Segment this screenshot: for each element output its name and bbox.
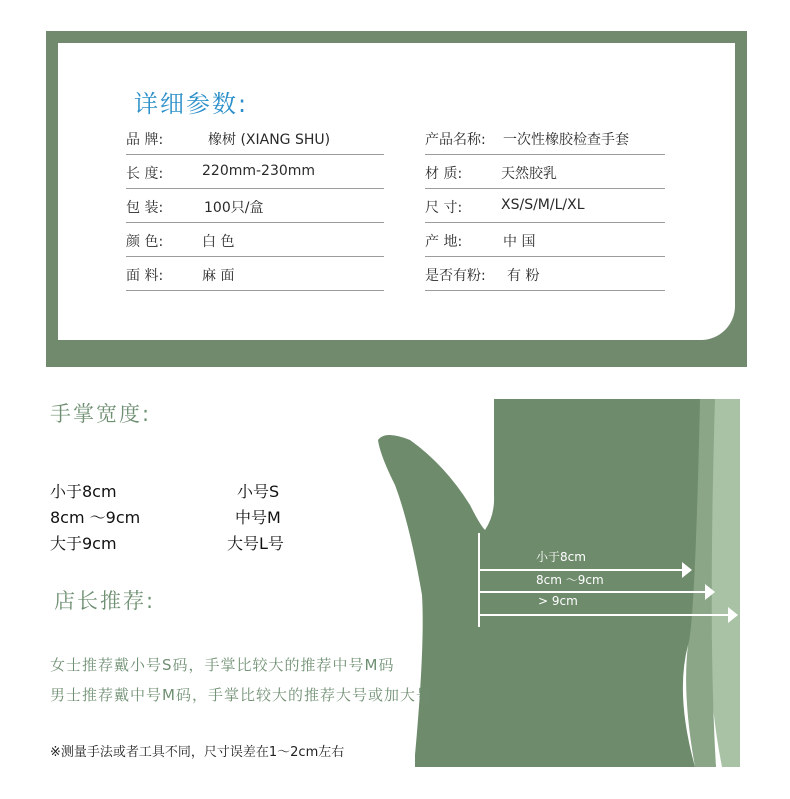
spec-row-origin — [425, 222, 665, 257]
size-range: 大于9cm — [50, 534, 117, 553]
spec-row-length — [126, 154, 384, 189]
spec-value: 一次性橡胶检查手套 — [503, 132, 629, 148]
spec-frame — [46, 31, 747, 367]
spec-key: 面 料: — [126, 268, 164, 284]
glove-illustration — [370, 395, 790, 799]
spec-row-size — [425, 188, 665, 223]
measure-label-medium: 8cm ～9cm — [536, 573, 604, 587]
spec-value: 有 粉 — [507, 268, 540, 284]
spec-row-material — [425, 154, 665, 189]
spec-key: 产品名称: — [425, 132, 486, 148]
measure-label-small: 小于8cm — [536, 550, 586, 564]
spec-key: 颜 色: — [126, 234, 164, 250]
spec-value: 220mm-230mm — [202, 163, 316, 179]
size-label: 大号L号 — [227, 534, 284, 553]
size-range: 8cm ～9cm — [50, 508, 141, 527]
palm-width-title: 手掌宽度: — [50, 402, 152, 426]
recommend-title: 店长推荐: — [54, 589, 156, 613]
spec-value: 天然胶乳 — [501, 166, 557, 182]
size-label: 中号M — [235, 508, 281, 527]
spec-row-color — [126, 222, 384, 257]
spec-row-product-name — [425, 120, 665, 155]
spec-key: 长 度: — [126, 166, 164, 182]
size-range: 小于8cm — [50, 482, 117, 501]
spec-value: XS/S/M/L/XL — [501, 197, 585, 213]
spec-key: 材 质: — [425, 166, 463, 182]
recommend-line-women: 女士推荐戴小号S码，手掌比较大的推荐中号M码 — [50, 656, 395, 674]
spec-row-powder — [425, 256, 665, 291]
spec-key: 品 牌: — [126, 132, 164, 148]
spec-value: 橡树 (XIANG SHU) — [208, 132, 331, 148]
measure-label-large: > 9cm — [538, 594, 578, 608]
spec-key: 产 地: — [425, 234, 463, 250]
spec-card — [58, 43, 735, 340]
spec-key: 尺 寸: — [425, 200, 463, 216]
size-label: 小号S — [237, 482, 280, 501]
spec-title: 详细参数: — [134, 90, 249, 118]
spec-value: 中 国 — [503, 234, 536, 250]
spec-row-brand — [126, 120, 384, 155]
spec-value: 白 色 — [202, 234, 235, 250]
spec-value: 100只/盒 — [204, 200, 264, 216]
recommend-line-men: 男士推荐戴中号M码，手掌比较大的推荐大号或加大号 — [50, 686, 432, 704]
spec-key: 包 装: — [126, 200, 164, 216]
spec-key: 是否有粉: — [425, 268, 486, 284]
spec-row-surface — [126, 256, 384, 291]
spec-row-packaging — [126, 188, 384, 223]
spec-value: 麻 面 — [202, 268, 235, 284]
measurement-note: ※测量手法或者工具不同，尺寸误差在1～2cm左右 — [50, 745, 345, 760]
